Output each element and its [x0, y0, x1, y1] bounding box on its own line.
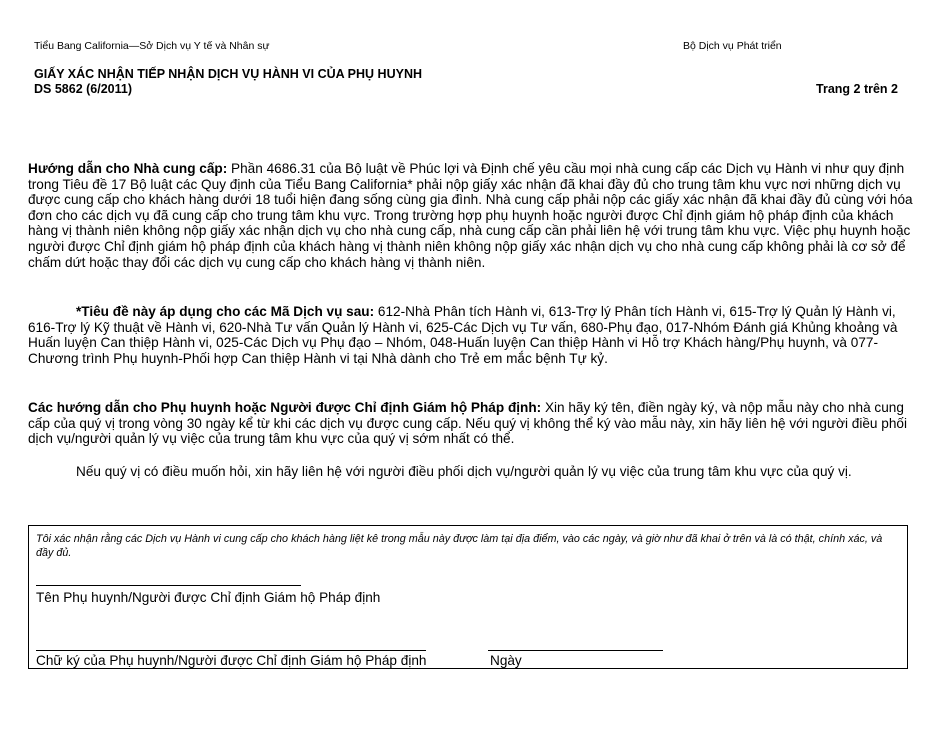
agency-name: Tiểu Bang California—Sở Dịch vụ Y tế và Nhân sự: [34, 40, 270, 52]
name-label: Tên Phụ huynh/Người được Chỉ định Giám hộ Pháp định: [36, 590, 381, 605]
attestation-statement: Tôi xác nhận rằng các Dịch vụ Hành vi cung cấp cho khách hàng liệt kê trong mẫu này được làm tại địa điểm, vào các ngày, và giờ như đã khai ở trên và là có thật, chính xác, và đầy đủ.: [36, 533, 883, 559]
signature-label: Chữ ký của Phụ huynh/Người được Chỉ định Giám hộ Pháp định: [36, 653, 427, 668]
department-name: Bộ Dịch vụ Phát triển: [683, 40, 782, 52]
provider-instructions-heading: Hướng dẫn cho Nhà cung cấp:: [28, 161, 228, 176]
provider-instructions-body: Phần 4686.31 của Bộ luật về Phúc lợi và Định chế yêu cầu mọi nhà cung cấp các Dịch vụ Hành vi như quy định trong Tiêu đề 17 Bộ luật các Quy định của Tiểu Bang California* phải nộp giấy xác nhận đã khai đầy đủ cho trung tâm khu vực nơi những dịch vụ được cung cấp cho khách hàng dưới 18 tuổi hiện đang sống cùng gia đình. Nhà cung cấp phải nộp các giấy xác nhận đã khai đầy đủ cùng với hóa đơn cho các dịch vụ đã cung cấp cho trung tâm khu vực. Trong trường hợp phụ huynh hoặc người được Chỉ định giám hộ pháp định của khách hàng vị thành niên không nộp giấy xác nhận dịch vụ cho nhà cung cấp, nhà cung cấp cần phải liên hệ với trung tâm khu vực. Việc phụ huynh hoặc người được Chỉ định giám hộ pháp định của khách hàng vị thành niên không nộp giấy xác nhận dịch vụ cho nhà cung cấp không phải là cơ sở để chấm dứt hoặc thay đổi các dịch vụ cung cấp cho khách hàng vị thành niên.: [28, 161, 913, 270]
provider-instructions: [28, 161, 918, 270]
date-line[interactable]: [488, 650, 663, 651]
questions-note: Nếu quý vị có điều muốn hỏi, xin hãy liên hệ với người điều phối dịch vụ/người quản lý vụ việc của trung tâm khu vực của quý vị.: [76, 464, 852, 479]
name-line[interactable]: [36, 585, 301, 586]
service-codes-body: 612-Nhà Phân tích Hành vi, 613-Trợ lý Phân tích Hành vi, 615-Trợ lý Quản lý Hành vi, 616-Trợ lý Kỹ thuật về Hành vi, 620-Nhà Tư vấn Quản lý Hành vi, 625-Các Dịch vụ Tư vấn, 680-Phụ đạo, 017-Nhóm Đánh giá Khủng khoảng và Huấn luyện Can thiệp Hành vi, 025-Các Dịch vụ Phụ đạo – Nhóm, 048-Huấn luyện Can thiệp Hành vi Hỗ trợ Khách hàng/Phụ huynh, và 077-Chương trình Phụ huynh-Phối hợp Can thiệp Hành vi tại Nhà dành cho Trẻ em mắc bệnh Tự kỷ.: [28, 304, 898, 366]
parent-instructions: [28, 400, 918, 447]
parent-instructions-heading: Các hướng dẫn cho Phụ huynh hoặc Người được Chỉ định Giám hộ Pháp định:: [28, 400, 542, 415]
parent-instructions-body: Xin hãy ký tên, điền ngày ký, và nộp mẫu này cho nhà cung cấp của quý vị trong vòng 30 ngày kể từ khi các dịch vụ được cung cấp. Nếu quý vị không thể ký vào mẫu này, xin hãy liên hệ với người điều phối dịch vụ/người quản lý vụ việc của trung tâm khu vực của quý vị sớm nhất có thể.: [28, 400, 907, 447]
signature-line[interactable]: [36, 650, 426, 651]
service-codes-note: [28, 304, 918, 366]
date-label: Ngày: [490, 653, 522, 668]
page-number: Trang 2 trên 2: [816, 82, 898, 96]
form-number: DS 5862 (6/2011): [34, 82, 132, 96]
signature-box: [28, 525, 908, 669]
form-title-block: [34, 67, 422, 97]
form-title: GIẤY XÁC NHẬN TIẾP NHẬN DỊCH VỤ HÀNH VI CỦA PHỤ HUYNH: [34, 67, 422, 81]
service-codes-heading: *Tiêu đề này áp dụng cho các Mã Dịch vụ sau:: [76, 304, 375, 319]
